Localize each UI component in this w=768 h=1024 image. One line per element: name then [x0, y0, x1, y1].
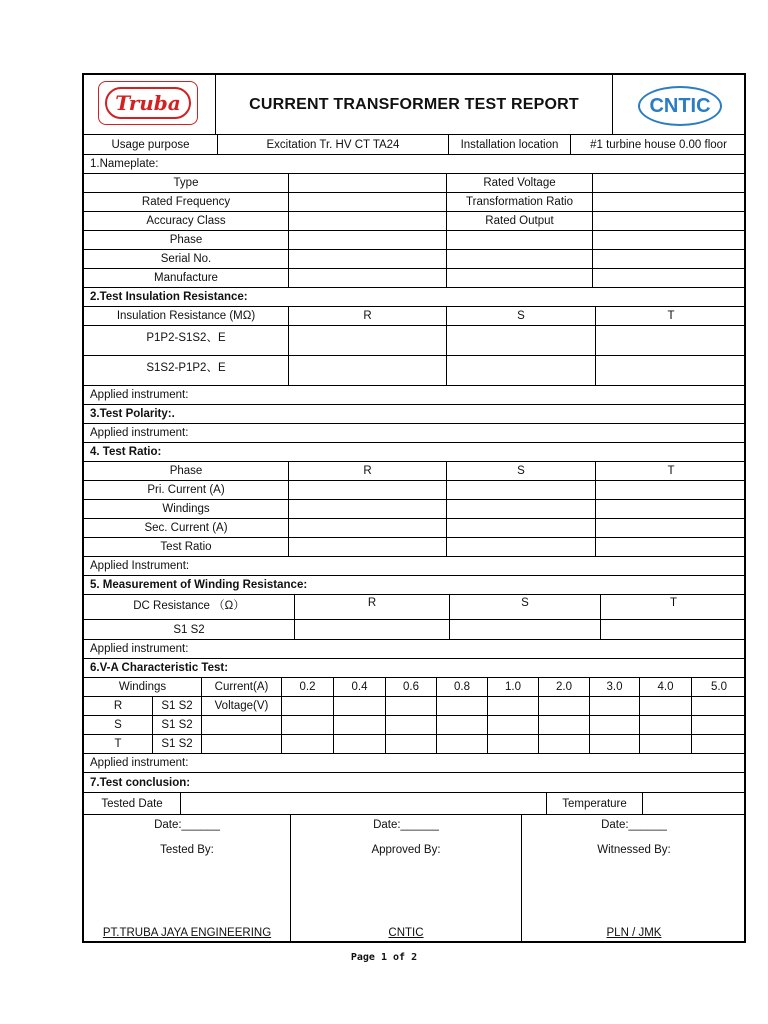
nameplate-heading-row: [84, 155, 744, 174]
nameplate-row: [84, 212, 744, 231]
va-voltage-value: [691, 697, 746, 715]
conclusion-heading-row: [84, 773, 744, 793]
va-current-value: 3.0: [589, 678, 639, 696]
nameplate-row: [84, 250, 744, 269]
nameplate-right-label: [446, 231, 592, 249]
signature-approved: [290, 815, 521, 941]
va-voltage-value: [487, 716, 538, 734]
polarity-heading-row: [84, 405, 744, 424]
va-voltage-value: [639, 735, 691, 753]
insulation-heading: 2.Test Insulation Resistance:: [90, 291, 248, 303]
va-voltage-value: [691, 735, 746, 753]
report-sheet: [82, 73, 746, 943]
va-voltage-value: [691, 716, 746, 734]
signature-date: Date:______: [601, 819, 667, 831]
nameplate-heading: 1.Nameplate:: [90, 158, 159, 170]
va-voltage-value: [487, 697, 538, 715]
va-voltage-value: [333, 735, 385, 753]
signature-block: [84, 815, 744, 941]
winding-value-r: [294, 620, 449, 639]
winding-heading-row: [84, 576, 744, 595]
nameplate-right-label: Transformation Ratio: [446, 193, 592, 211]
insulation-row-label: S1S2-P1P2、E: [146, 362, 226, 374]
va-current-value: 5.0: [691, 678, 746, 696]
tested-date-value: [180, 793, 546, 814]
ratio-row-label: Windings: [162, 503, 210, 515]
ratio-row: [84, 500, 744, 519]
header-logo-divider: [612, 75, 613, 134]
signature-tested: [84, 815, 290, 941]
info-row: [84, 135, 744, 155]
installation-location-label: Installation location: [448, 135, 570, 154]
nameplate-right-value: [592, 193, 746, 211]
va-current-value: 0.2: [281, 678, 333, 696]
truba-logo: [98, 81, 198, 125]
signature-role: Witnessed By:: [597, 844, 671, 856]
signature-role: Approved By:: [371, 844, 441, 856]
nameplate-value: [288, 212, 446, 230]
va-row: [84, 735, 744, 754]
insulation-col-label: Insulation Resistance (MΩ): [116, 310, 256, 322]
winding-heading: 5. Measurement of Winding Resistance:: [90, 579, 308, 591]
nameplate-right-value: [592, 250, 746, 268]
nameplate-right-label: Rated Voltage: [446, 174, 592, 192]
va-current-value: 2.0: [538, 678, 589, 696]
ratio-value-r: [288, 538, 446, 556]
nameplate-label: Phase: [169, 234, 203, 246]
insulation-value-r: [288, 326, 446, 355]
va-voltage-value: [436, 716, 487, 734]
va-voltage-value: [385, 735, 436, 753]
ratio-row: [84, 538, 744, 557]
va-row: [84, 697, 744, 716]
polarity-applied-label: Applied instrument:: [90, 427, 189, 439]
nameplate-right-value: [592, 231, 746, 249]
va-voltage-value: [538, 716, 589, 734]
nameplate-value: [288, 231, 446, 249]
ratio-col-label: Phase: [169, 465, 203, 477]
ratio-value-t: [595, 500, 746, 518]
ratio-value-s: [446, 519, 595, 537]
nameplate-row: [84, 174, 744, 193]
va-voltage-value: [538, 735, 589, 753]
winding-header-row: [84, 595, 744, 620]
usage-purpose-value: Excitation Tr. HV CT TA24: [217, 135, 448, 154]
installation-location-value: #1 turbine house 0.00 floor: [570, 135, 746, 154]
winding-value-t: [600, 620, 746, 639]
ratio-heading: 4. Test Ratio:: [90, 446, 162, 458]
nameplate-value: [288, 269, 446, 287]
va-voltage-value: [281, 735, 333, 753]
truba-logo-text: Truba: [105, 87, 191, 119]
va-voltage-label: Voltage(V): [201, 697, 281, 715]
ratio-value-r: [288, 500, 446, 518]
va-heading-row: [84, 659, 744, 678]
winding-applied-row: [84, 640, 744, 659]
tested-date-row: [84, 793, 744, 815]
ratio-value-s: [446, 500, 595, 518]
nameplate-row: [84, 231, 744, 250]
ratio-header-row: [84, 462, 744, 481]
insulation-value-t: [595, 326, 746, 355]
va-voltage-value: [639, 697, 691, 715]
ratio-value-r: [288, 519, 446, 537]
winding-phase-t: T: [600, 595, 746, 619]
ratio-value-t: [595, 538, 746, 556]
va-terminal: S1 S2: [152, 735, 201, 753]
va-voltage-value: [281, 697, 333, 715]
ratio-phase-t: T: [595, 462, 746, 480]
va-voltage-blank: [201, 716, 281, 734]
insulation-value-r: [288, 356, 446, 385]
nameplate-right-value: [592, 174, 746, 192]
winding-phase-s: S: [449, 595, 600, 619]
ratio-row-label: Pri. Current (A): [147, 484, 225, 496]
va-phase: R: [113, 700, 123, 712]
polarity-applied-row: [84, 424, 744, 443]
ratio-value-s: [446, 538, 595, 556]
nameplate-value: [288, 193, 446, 211]
va-current-value: 4.0: [639, 678, 691, 696]
signature-date: Date:______: [154, 819, 220, 831]
nameplate-label: Serial No.: [160, 253, 212, 265]
va-voltage-value: [281, 716, 333, 734]
nameplate-label: Manufacture: [154, 272, 218, 284]
va-applied-row: [84, 754, 744, 773]
va-voltage-value: [589, 716, 639, 734]
nameplate-right-label: [446, 269, 592, 287]
insulation-value-s: [446, 356, 595, 385]
va-phase: T: [114, 738, 122, 750]
insulation-value-s: [446, 326, 595, 355]
va-voltage-value: [589, 735, 639, 753]
signature-organization: CNTIC: [388, 927, 424, 939]
va-voltage-blank: [201, 735, 281, 753]
page-footer: Page 1 of 2: [350, 952, 418, 963]
ratio-row-label: Sec. Current (A): [144, 522, 228, 534]
va-voltage-value: [436, 697, 487, 715]
nameplate-right-label: Rated Output: [446, 212, 592, 230]
insulation-row-label: P1P2-S1S2、E: [146, 332, 226, 344]
insulation-phase-s: S: [446, 307, 595, 325]
nameplate-row: [84, 269, 744, 288]
usage-purpose-label: Usage purpose: [111, 138, 190, 151]
va-phase: S: [114, 719, 122, 731]
va-voltage-value: [589, 697, 639, 715]
ratio-value-t: [595, 519, 746, 537]
ratio-heading-row: [84, 443, 744, 462]
ratio-value-t: [595, 481, 746, 499]
va-current-value: 0.8: [436, 678, 487, 696]
winding-phase-r: R: [294, 595, 449, 619]
va-voltage-value: [385, 697, 436, 715]
va-row: [84, 716, 744, 735]
polarity-heading: 3.Test Polarity:.: [90, 408, 175, 420]
nameplate-label: Rated Frequency: [141, 196, 231, 208]
insulation-phase-t: T: [595, 307, 746, 325]
ratio-row-label: Test Ratio: [160, 541, 212, 553]
winding-row-label: S1 S2: [173, 623, 205, 636]
insulation-value-t: [595, 356, 746, 385]
nameplate-value: [288, 250, 446, 268]
ratio-phase-s: S: [446, 462, 595, 480]
signature-date: Date:______: [373, 819, 439, 831]
nameplate-label: Accuracy Class: [146, 215, 226, 227]
signature-role: Tested By:: [160, 844, 214, 856]
ratio-applied-row: [84, 557, 744, 576]
va-current-value: 0.4: [333, 678, 385, 696]
va-current-value: 0.6: [385, 678, 436, 696]
signature-organization: PLN / JMK: [606, 927, 662, 939]
winding-s1s2-row: [84, 620, 744, 640]
nameplate-row: [84, 193, 744, 212]
nameplate-label: Type: [173, 177, 199, 189]
va-header-row: [84, 678, 744, 697]
nameplate-right-label: [446, 250, 592, 268]
winding-applied-label: Applied instrument:: [90, 643, 189, 655]
ratio-applied-label: Applied Instrument:: [90, 560, 190, 572]
report-title: CURRENT TRANSFORMER TEST REPORT: [215, 75, 612, 134]
ratio-value-s: [446, 481, 595, 499]
conclusion-heading: 7.Test conclusion:: [90, 776, 191, 789]
tested-date-label: Tested Date: [101, 797, 163, 810]
nameplate-value: [288, 174, 446, 192]
va-voltage-value: [639, 716, 691, 734]
signature-organization: PT.TRUBA JAYA ENGINEERING: [102, 927, 272, 939]
nameplate-right-value: [592, 212, 746, 230]
nameplate-right-value: [592, 269, 746, 287]
ratio-row: [84, 481, 744, 500]
va-windings-label: Windings: [118, 681, 167, 693]
va-current-value: 1.0: [487, 678, 538, 696]
va-heading: 6.V-A Characteristic Test:: [90, 662, 229, 674]
insulation-row-1: [84, 326, 744, 356]
va-voltage-value: [538, 697, 589, 715]
va-terminal: S1 S2: [152, 716, 201, 734]
header-row: [84, 75, 744, 135]
insulation-applied-row: [84, 386, 744, 405]
ratio-value-r: [288, 481, 446, 499]
va-voltage-value: [333, 716, 385, 734]
insulation-heading-row: [84, 288, 744, 307]
winding-value-s: [449, 620, 600, 639]
va-voltage-value: [385, 716, 436, 734]
signature-witnessed: [521, 815, 746, 941]
insulation-header-row: [84, 307, 744, 326]
ratio-row: [84, 519, 744, 538]
va-voltage-value: [487, 735, 538, 753]
cntic-logo: CNTIC: [638, 86, 722, 126]
insulation-row-2: [84, 356, 744, 386]
va-current-label: Current(A): [201, 678, 281, 696]
va-terminal: S1 S2: [152, 697, 201, 715]
va-voltage-value: [333, 697, 385, 715]
insulation-applied-label: Applied instrument:: [90, 389, 189, 401]
temperature-label: Temperature: [546, 793, 642, 814]
temperature-value: [642, 793, 746, 814]
va-applied-label: Applied instrument:: [90, 757, 189, 769]
insulation-phase-r: R: [288, 307, 446, 325]
ratio-phase-r: R: [288, 462, 446, 480]
winding-col-label: DC Resistance （Ω）: [133, 600, 245, 612]
va-voltage-value: [436, 735, 487, 753]
